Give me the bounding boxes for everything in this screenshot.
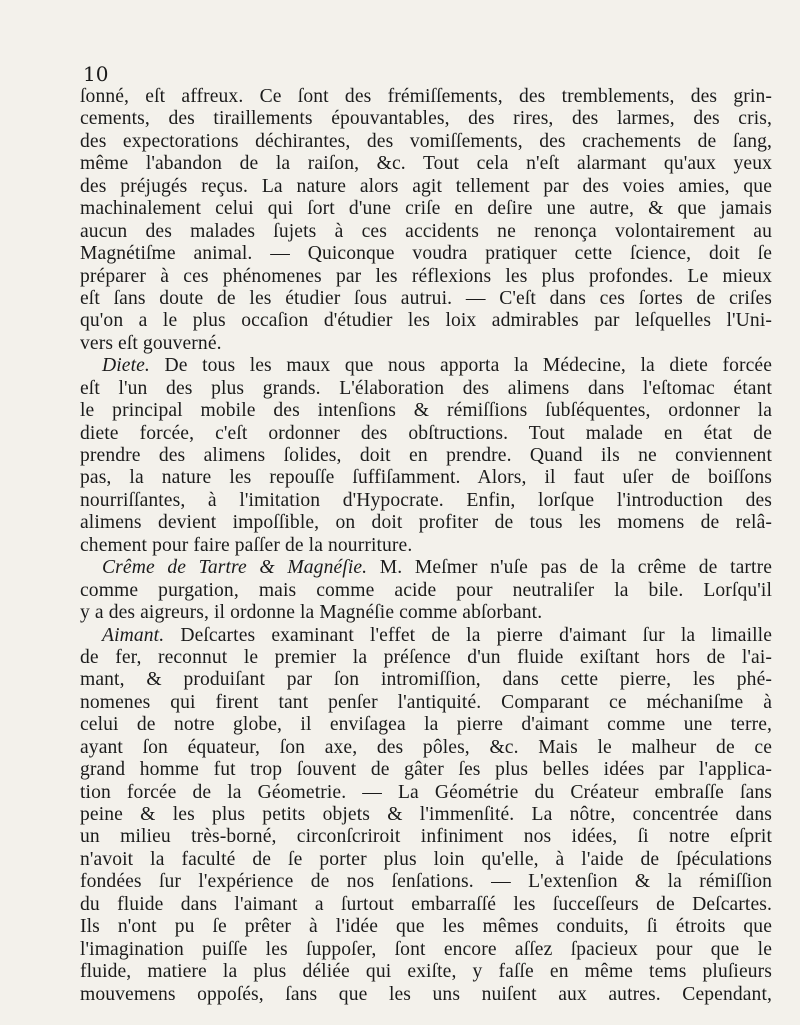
text-line: de fer, reconnut le premier la préſence d'un fluide exiſtant hors de l'ai- [80,646,772,668]
text-line: ayant ſon équateur, ſon axe, des pôles, &c. Mais le malheur de ce [80,736,772,758]
text-line [80,625,772,647]
text-line: Magnétiſme animal. — Quiconque voudra pratiquer cette ſcience, doit ſe [80,243,772,265]
text-line: fluide, matiere la plus déliée qui exiſte, y faſſe en même tems pluſieurs [80,961,772,983]
text-line: nourriſſantes, à l'imitation d'Hypocrate. Enfin, lorſque l'introduction des [80,489,772,511]
text-line: diete forcée, c'eſt ordonner des obſtructions. Tout malade en état de [80,422,772,444]
text-line: l'imagination puiſſe les ſuppoſer, ſont encore aſſez ſpacieux pour que le [80,938,772,960]
text-run: M. Meſmer n'uſe pas de la crême de tartre [379,557,772,579]
section-heading-diete: Diete. [102,355,150,377]
text-line: ſonné, eſt affreux. Ce ſont des frémiſſements, des tremblements, des grin- [80,86,772,107]
section-heading-aimant: Aimant. [102,624,165,646]
text-line: le principal mobile des intenſions & rémiſſions ſubſéquentes, ordonner la [80,400,772,422]
page-text [80,86,772,1006]
text-line: fondées ſur l'expérience de nos ſenſations. — L'extenſion & la rémiſſion [80,871,772,893]
text-line: machinalement celui qui ſort d'une criſe en deſire une autre, & que jamais [80,198,772,220]
text-line: des préjugés reçus. La nature alors agit tellement par des voies amies, que [80,175,772,197]
text-line: Ils n'ont pu ſe prêter à l'idée que les mêmes conduits, ſi étroits que [80,916,772,938]
text-run: De tous les maux que nous apporta la Médecine, la diete forcée [164,355,773,377]
text-line: eſt l'un des plus grands. L'élaboration des alimens dans l'eſtomac étant [80,377,772,399]
text-line: qu'on a le plus occaſion d'étudier les loix admirables par leſquelles l'Uni- [80,310,772,332]
paragraph-creme-de-tartre [80,557,772,624]
text-line: cements, des tiraillements épouvantables, des rires, des larmes, des cris, [80,108,772,130]
text-line: mant, & produiſant par ſon intromiſſion, dans cette pierre, les phé- [80,669,772,691]
text-line: un milieu très-borné, circonſcriroit infiniment nos idées, ſi notre eſprit [80,826,772,848]
text-line: même l'abandon de la raiſon, &c. Tout cela n'eſt alarmant qu'aux yeux [80,153,772,175]
paragraph-diete [80,355,772,557]
text-line [80,355,772,377]
text-line: vers eſt gouverné. [80,332,222,354]
text-line: prendre des alimens ſolides, doit en prendre. Quand ils ne conviennent [80,445,772,466]
text-line: celui de notre globe, il enviſagea la pierre d'aimant comme une terre, [80,714,772,736]
text-line: grand homme fut trop ſouvent de gâter ſes plus belles idées par l'applica- [80,759,772,781]
text-line: n'avoit la faculté de ſe porter plus loin qu'elle, à l'aide de ſpéculations [80,848,772,870]
text-line: alimens devient impoſſible, on doit profiter de tous les momens de relâ- [80,512,772,534]
text-line: peine & les plus petits objets & l'immenſité. La nôtre, concentrée dans [80,804,772,825]
text-line: tion forcée de la Géometrie. — La Géométrie du Créateur embraſſe ſans [80,781,772,803]
text-line: nomenes qui firent tant penſer l'antiquité. Comparant ce méchaniſme à [80,691,772,713]
paragraph-crises [80,86,772,355]
text-line: des expectorations déchirantes, des vomiſſements, des crachements de ſang, [80,130,772,152]
text-line: du fluide dans l'aimant a ſurtout embarraſſé les ſucceſſeurs de Deſcartes. [80,893,772,915]
page-number: 10 [83,62,109,86]
text-line: chement pour faire paſſer de la nourriture. [80,534,413,556]
paragraph-aimant [80,625,772,1006]
text-line: préparer à ces phénomenes par les réflexions les plus profondes. Le mieux [80,265,772,287]
text-line: pas, la nature les repouſſe ſuffiſamment. Alors, il faut uſer de boiſſons [80,467,772,489]
text-line [80,557,772,579]
text-line: eſt ſans doute de les étudier ſous autrui. — C'eſt dans ces ſortes de criſes [80,287,772,309]
text-line: mouvemens oppoſés, ſans que les uns nuiſent aux autres. Cependant, [80,983,772,1005]
text-line: y a des aigreurs, il ordonne la Magnéſie comme abſorbant. [80,602,543,624]
section-heading-creme-de-tartre: Crême de Tartre & Magnéſie. [102,557,368,579]
text-line: aucun des malades ſujets à ces accidents ne renonça volontairement au [80,220,772,242]
text-run: Deſcartes examinant l'effet de la pierre d'aimant ſur la limaille [180,624,772,646]
text-line: comme purgation, mais comme acide pour neutraliſer la bile. Lorſqu'il [80,579,772,601]
